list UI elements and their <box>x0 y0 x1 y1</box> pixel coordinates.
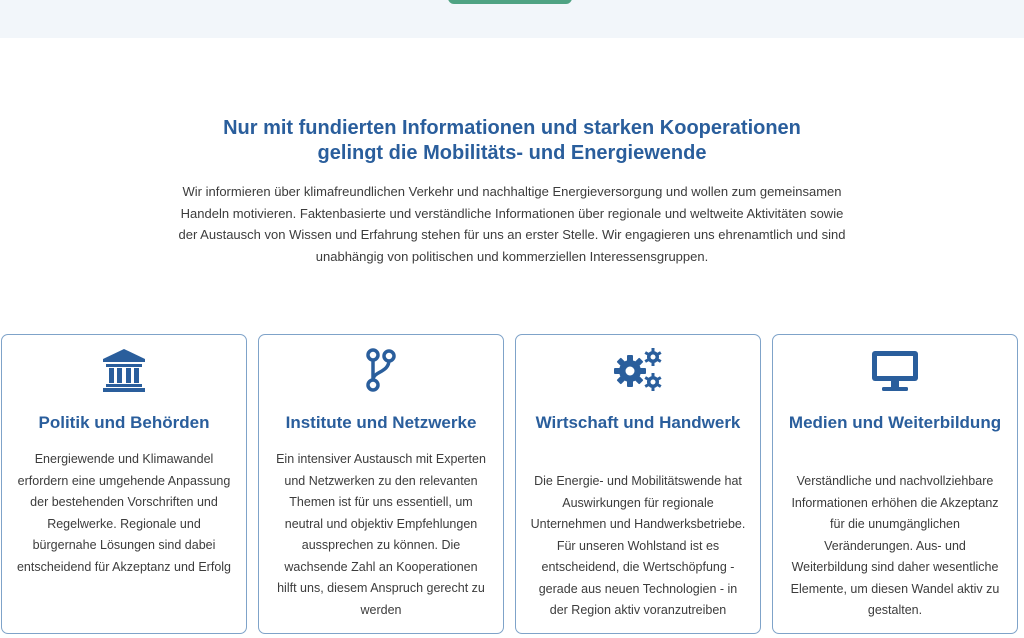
network-branch-icon <box>259 347 503 393</box>
gears-icon <box>516 347 760 393</box>
card-title: Politik und Behörden <box>38 413 210 432</box>
section-title-line-2: gelingt die Mobilitäts- und Energiewende <box>317 142 707 164</box>
card-text: Ein intensiver Austausch mit Experten und Netzwerken zu den relevanten Themen ist für uns essentiell, um neutral und objektiv Empfehlungen aussprechen zu können. Die wachsende Zahl an Kooperationen hilft uns, diesem Anspruch gerecht zu werden <box>276 452 486 617</box>
card-institute <box>258 334 504 634</box>
monitor-icon <box>773 347 1017 393</box>
card-title: Wirtschaft und Handwerk <box>535 413 741 432</box>
card-medien <box>772 334 1018 634</box>
section-intro-text: Wir informieren über klimafreundlichen Verkehr und nachhaltige Energieversorgung und wollen zum gemeinsamen Handeln motivieren. Faktenbasierte und verständliche Informationen über regionale und weltweite Aktivitäten sowie der Austausch von Wissen und Erfahrung stehen für uns an erster Stelle. Wir engagieren uns ehrenamtlich und sind unabhängig von politischen und kommerziellen Interessensgruppen. <box>178 184 846 264</box>
section-title <box>112 116 912 166</box>
card-wirtschaft <box>515 334 761 634</box>
government-building-icon <box>2 347 246 393</box>
section-title-line-1: Nur mit fundierten Informationen und starken Kooperationen <box>223 117 801 139</box>
card-politik <box>1 334 247 634</box>
top-button[interactable] <box>448 0 572 4</box>
card-text: Energiewende und Klimawandel erfordern eine umgehende Anpassung der bestehenden Vorschriften und Regelwerke. Regionale und bürgernahe Lösungen sind dabei entscheidend für Akzeptanz und Erfolg <box>16 452 232 574</box>
card-text: Verständliche und nachvollziehbare Informationen erhöhen die Akzeptanz für die unumgänglichen Veränderungen. Aus- und Weiterbildung sind daher wesentliche Elemente, um diesen Wandel aktiv zu gestalten. <box>790 474 1000 617</box>
top-band <box>0 0 1024 38</box>
card-title: Institute und Netzwerke <box>285 413 477 432</box>
card-title: Medien und Weiterbildung <box>788 413 1002 432</box>
card-text: Die Energie- und Mobilitätswende hat Auswirkungen für regionale Unternehmen und Handwerksbetriebe. Für unseren Wohlstand ist es entscheidend, die Wertschöpfung - gerade aus neuen Technologien - in der Region aktiv voranzutreiben <box>530 474 746 617</box>
